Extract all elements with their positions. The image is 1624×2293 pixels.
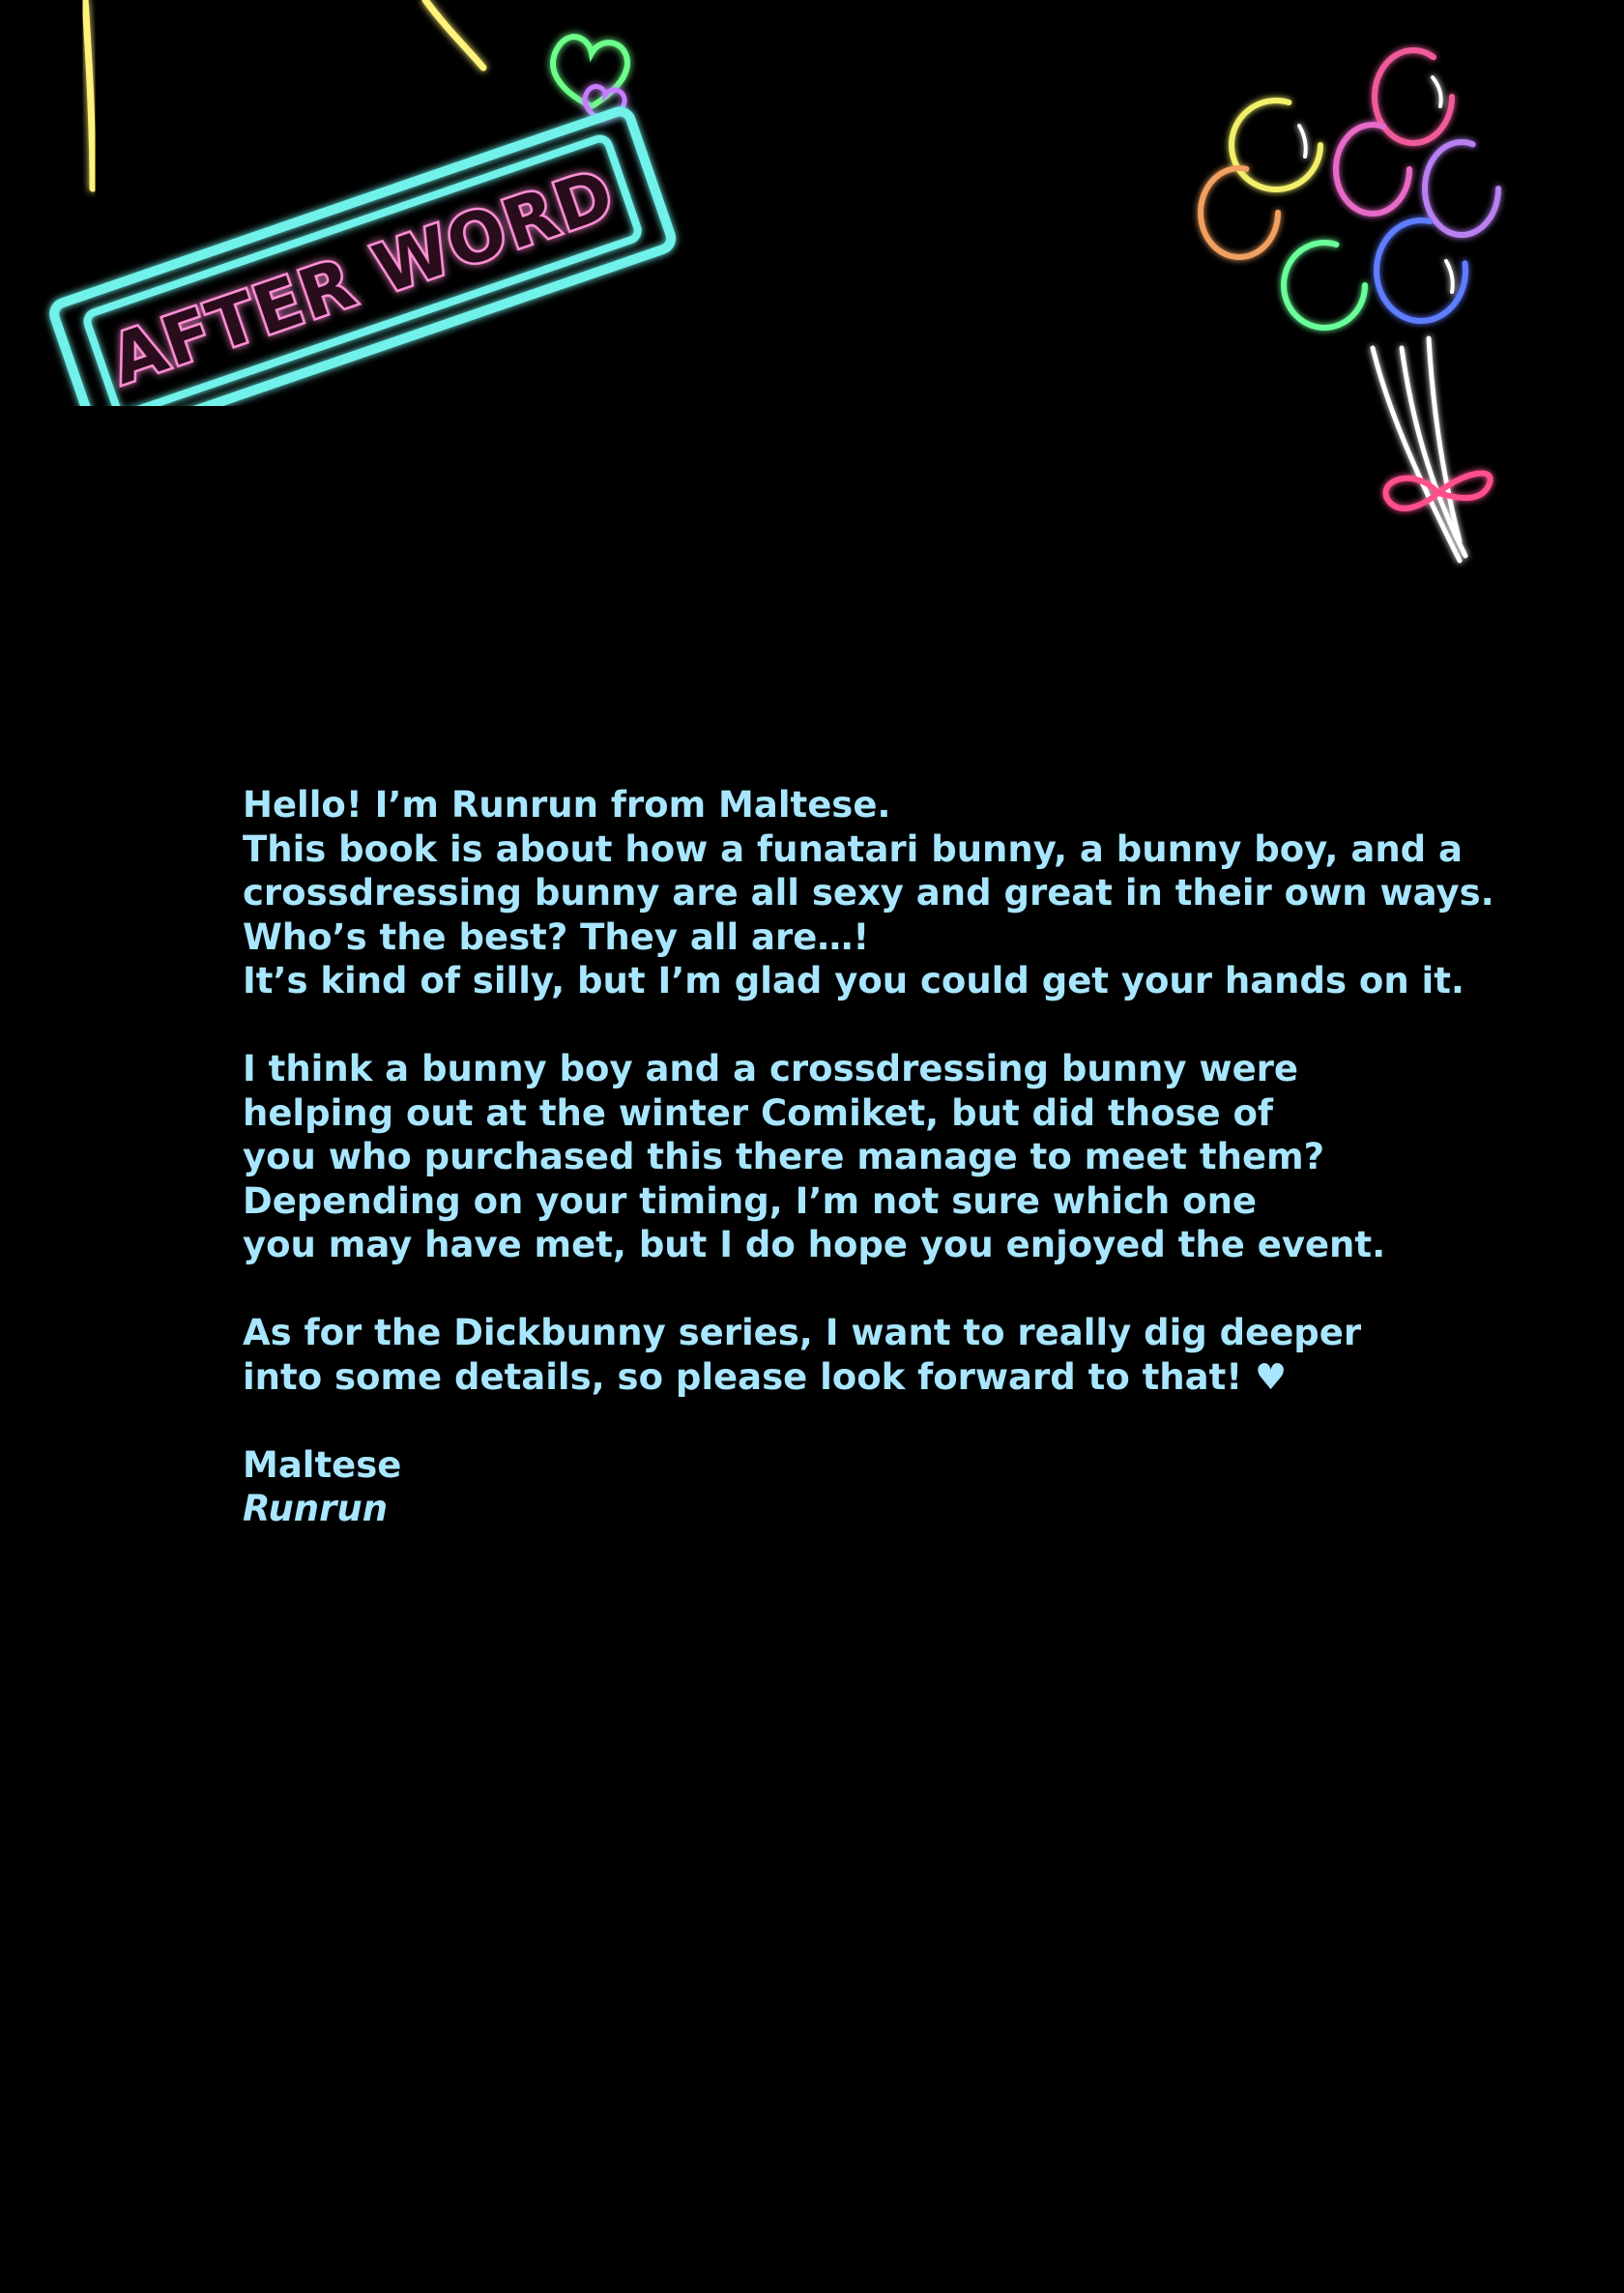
signature-circle: Maltese	[243, 1443, 402, 1486]
paragraph-greeting	[243, 783, 1494, 1003]
letter-line: helping out at the winter Comiket, but did those of	[243, 1091, 1274, 1134]
paragraph-comiket	[243, 1047, 1461, 1267]
sign-string-left	[85, 0, 93, 189]
letter-line: Hello! I’m Runrun from Maltese.	[243, 784, 891, 826]
letter-line: This book is about how a funatari bunny, a bunny boy, and a	[243, 827, 1464, 870]
balloon-strings	[1373, 338, 1465, 561]
afterword-letter	[243, 783, 1494, 1531]
letter-line: It’s kind of silly, but I’m glad you could get your hands on it.	[243, 960, 1464, 1001]
letter-line: I think a bunny boy and a crossdressing bunny were	[243, 1048, 1299, 1089]
balloons-illustration	[1179, 39, 1527, 580]
paragraph-series	[243, 1311, 1461, 1399]
green-heart-icon	[553, 37, 627, 106]
letter-line: crossdressing bunny are all sexy and great in their own ways.	[243, 872, 1494, 914]
letter-line: into some details, so please look forward to that! ♥	[243, 1355, 1288, 1398]
sign-title: AFTER WORD	[101, 154, 625, 400]
ribbon-bow-icon	[1386, 474, 1491, 508]
letter-line: As for the Dickbunny series, I want to really dig deeper	[243, 1312, 1362, 1353]
balloon-green	[1284, 243, 1365, 328]
letter-line: you may have met, but I do hope you enjoyed the event.	[243, 1224, 1386, 1265]
balloon-purple	[1425, 142, 1498, 235]
sign-string-right	[425, 0, 483, 68]
balloon-orange	[1201, 168, 1278, 257]
signature-author: Runrun	[243, 1488, 389, 1529]
signature	[243, 1443, 1461, 1531]
after-word-sign	[0, 0, 696, 406]
letter-line: Who’s the best? They all are…!	[243, 915, 870, 958]
letter-line: you who purchased this there manage to meet them?	[243, 1136, 1325, 1177]
letter-line: Depending on your timing, I’m not sure which one	[243, 1179, 1258, 1222]
